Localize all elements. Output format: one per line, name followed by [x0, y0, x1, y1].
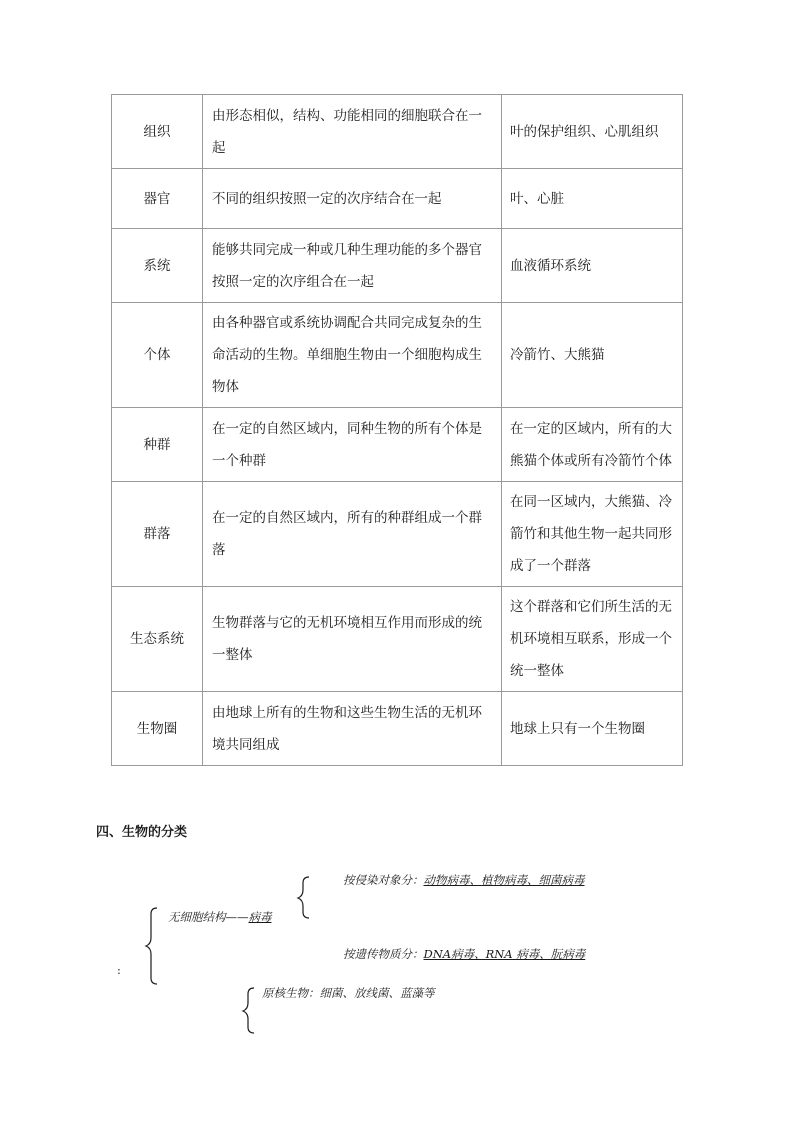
level-name: 个体	[112, 303, 203, 408]
acellular-value: 病毒	[248, 910, 272, 924]
colon-mark: :	[117, 963, 121, 977]
level-name: 系统	[112, 229, 203, 303]
by-genome-values: DNA病毒、RNA 病毒、朊病毒	[423, 947, 586, 961]
outer-brace	[146, 908, 157, 984]
level-name: 生态系统	[112, 587, 203, 692]
level-name: 器官	[112, 169, 203, 229]
acellular-dash: ——	[225, 910, 249, 924]
level-name: 种群	[112, 408, 203, 482]
prokaryote-line	[262, 986, 435, 1000]
acellular-line	[168, 910, 272, 924]
by-host-line	[343, 873, 585, 887]
level-name: 组织	[112, 95, 203, 169]
level-definition: 在一定的自然区域内，同种生物的所有个体是一个种群	[203, 408, 502, 482]
level-example: 这个群落和它们所生活的无机环境相互联系，形成一个统一整体	[502, 587, 683, 692]
level-definition: 由各种器官或系统协调配合共同完成复杂的生命活动的生物。单细胞生物由一个细胞构成生物体	[203, 303, 502, 408]
virus-brace	[298, 877, 309, 918]
level-example: 叶的保护组织、心肌组织	[502, 95, 683, 169]
level-definition: 生物群落与它的无机环境相互作用而形成的统一整体	[203, 587, 502, 692]
by-genome-line	[343, 947, 585, 961]
prokaryote-values: 细菌、放线菌、蓝藻等	[319, 986, 435, 1000]
level-example: 冷箭竹、大熊猫	[502, 303, 683, 408]
level-example: 血液循环系统	[502, 229, 683, 303]
level-example: 在一定的区域内，所有的大熊猫个体或所有冷箭竹个体	[502, 408, 683, 482]
acellular-label: 无细胞结构	[168, 910, 226, 924]
level-example: 叶、心脏	[502, 169, 683, 229]
prokaryote-label: 原核生物：	[262, 986, 320, 1000]
level-definition: 能够共同完成一种或几种生理功能的多个器官按照一定的次序组合在一起	[203, 229, 502, 303]
level-example: 在同一区域内，大熊猫、冷箭竹和其他生物一起共同形成了一个群落	[502, 482, 683, 587]
section-title: 四、生物的分类	[96, 825, 188, 840]
level-name: 群落	[112, 482, 203, 587]
level-definition: 由地球上所有的生物和这些生物生活的无机环境共同组成	[203, 692, 502, 766]
level-example: 地球上只有一个生物圈	[502, 692, 683, 766]
by-host-label: 按侵染对象分：	[343, 873, 424, 887]
level-name: 生物圈	[112, 692, 203, 766]
level-definition: 在一定的自然区域内，所有的种群组成一个群落	[203, 482, 502, 587]
level-definition: 不同的组织按照一定的次序结合在一起	[203, 169, 502, 229]
level-definition: 由形态相似，结构、功能相同的细胞联合在一起	[203, 95, 502, 169]
by-host-values: 动物病毒、植物病毒、细菌病毒	[423, 873, 585, 887]
by-genome-label: 按遗传物质分：	[343, 947, 424, 961]
cellular-brace	[243, 988, 254, 1033]
